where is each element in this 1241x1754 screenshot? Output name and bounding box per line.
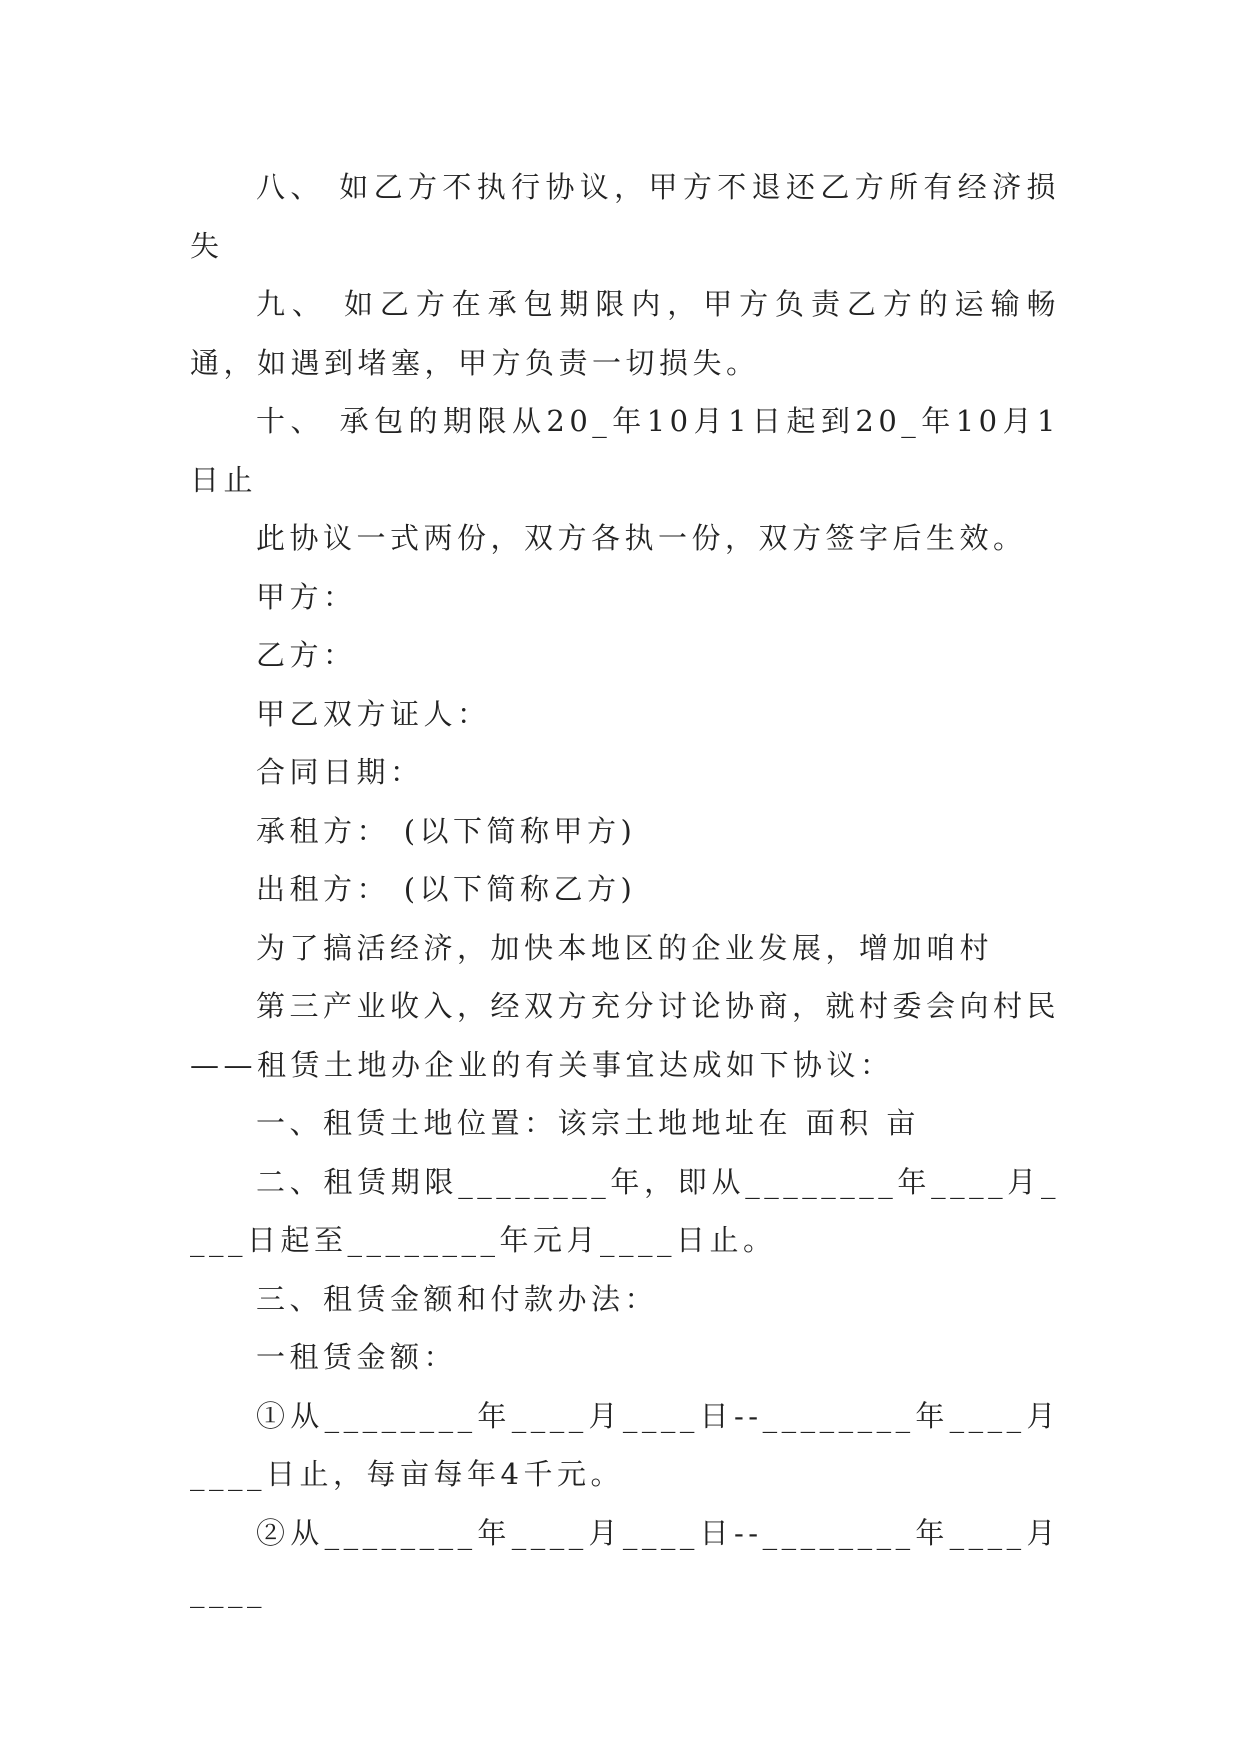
party-b-line: 乙方： [256,638,357,672]
preamble-line-2: 第三产业收入，经双方充分讨论协商，就村委会向村民——租赁土地办企业的有关事宜达成如下协议： [190,989,1061,1082]
document-body [190,158,1060,1621]
rent-period-1: ①从________年____月____日--________年____月____日止，每亩每年4千元。 [190,1398,1060,1491]
clause-9: 九、 如乙方在承包期限内，甲方负责乙方的运输畅通，如遇到堵塞，甲方负责一切损失。 [190,287,1060,380]
article-1-location: 一、租赁土地位置：该宗土地地址在 面积 亩 [256,1106,920,1140]
lessor-line: 出租方： (以下简称乙方) [256,872,637,906]
clause-8: 八、 如乙方不执行协议，甲方不退还乙方所有经济损失 [190,170,1060,263]
lessee-line: 承租方： (以下简称甲方) [256,813,637,848]
contract-date-line: 合同日期： [256,755,424,789]
rent-amount-heading: 一租赁金额： [256,1340,458,1374]
witness-line: 甲乙双方证人： [256,696,491,731]
rent-period-2: ②从________年____月____日--________年____月____ [190,1515,1060,1608]
preamble-line-1: 为了搞活经济，加快本地区的企业发展，增加咱村 [256,930,994,965]
effective-statement: 此协议一式两份，双方各执一份，双方签字后生效。 [256,521,1027,555]
article-3-payment: 三、租赁金额和付款办法： [256,1281,659,1316]
party-a-line: 甲方： [256,579,357,614]
article-2-term: 二、租赁期限________年，即从________年____月____日起至________年元月____日止。 [190,1164,1060,1257]
clause-10: 十、 承包的期限从20_年10月1日起到20_年10月1日止 [190,404,1060,497]
